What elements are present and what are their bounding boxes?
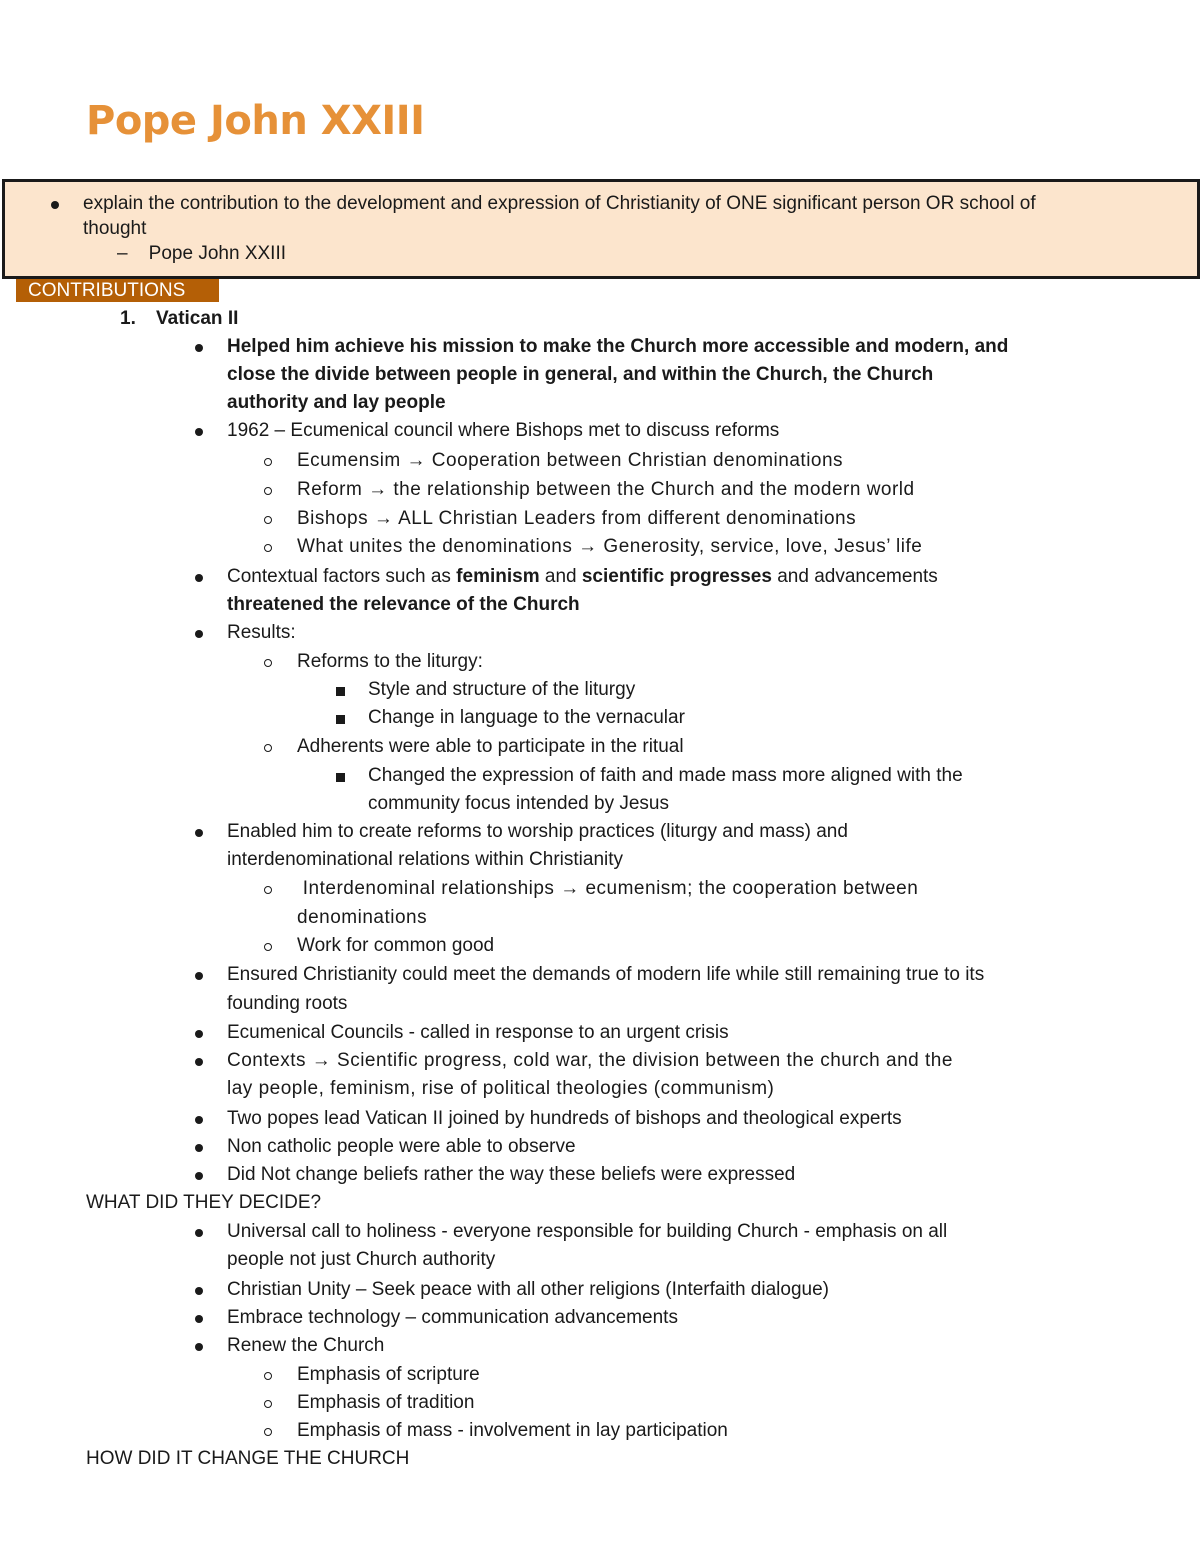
outcome-subtext: – Pope John XXIII <box>117 243 286 264</box>
enabled-line2: interdenominational relations within Christianity <box>227 849 624 870</box>
context-text: Contextual factors such as <box>227 566 457 587</box>
council-item: Reform → the relationship between the Church and the modern world <box>297 479 915 500</box>
council-item: Ecumensim → Cooperation between Christian denominations <box>297 450 844 471</box>
council-1962: 1962 – Ecumenical council where Bishops met to discuss reforms <box>227 420 780 441</box>
bullet-icon <box>195 1287 203 1295</box>
renew-item: Emphasis of mass - involvement in lay participation <box>297 1420 728 1441</box>
technology-text: Embrace technology – communication advancements <box>227 1307 678 1328</box>
bullet-icon <box>195 1058 203 1066</box>
circle-bullet-icon <box>264 516 272 524</box>
outcome-text-line2: thought <box>83 218 147 239</box>
bullet-icon <box>195 344 203 352</box>
context-line2: threatened the relevance of the Church <box>227 594 580 615</box>
bullet-icon <box>195 1172 203 1180</box>
councils-text: Ecumenical Councils - called in response to an urgent crisis <box>227 1022 729 1043</box>
enabled-line1: Enabled him to create reforms to worship practices (liturgy and mass) and <box>227 821 848 842</box>
circle-bullet-icon <box>264 886 272 894</box>
bullet-icon <box>195 1116 203 1124</box>
renew-item: Emphasis of tradition <box>297 1392 475 1413</box>
holiness-line2: people not just Church authority <box>227 1249 496 1270</box>
council-item: Bishops → ALL Christian Leaders from different denominations <box>297 508 857 529</box>
bullet-icon <box>51 201 59 209</box>
bullet-icon <box>195 574 203 582</box>
renew-text: Renew the Church <box>227 1335 385 1356</box>
circle-bullet-icon <box>264 1372 272 1380</box>
ensured-line2: founding roots <box>227 993 348 1014</box>
context-text: and <box>539 566 582 587</box>
circle-bullet-icon <box>264 659 272 667</box>
two-popes-text: Two popes lead Vatican II joined by hundreds of bishops and theological experts <box>227 1108 902 1129</box>
square-bullet-icon <box>336 687 345 696</box>
circle-bullet-icon <box>264 544 272 552</box>
enabled-item: denominations <box>297 907 428 928</box>
holiness-line1: Universal call to holiness - everyone responsible for building Church - emphasis on all <box>227 1221 948 1242</box>
outcome-text-line1: explain the contribution to the development and expression of Christianity of ONE significant person OR school of <box>83 193 1036 214</box>
context-emphasis: feminism <box>456 566 540 587</box>
square-bullet-icon <box>336 773 345 782</box>
enabled-item: Interdenominal relationships → ecumenism; the cooperation between <box>297 878 919 899</box>
mission-line3: authority and lay people <box>227 392 446 413</box>
non-catholic-text: Non catholic people were able to observe <box>227 1136 576 1157</box>
contexts-line1: Contexts → Scientific progress, cold war, the division between the church and the <box>227 1050 953 1071</box>
circle-bullet-icon <box>264 458 272 466</box>
liturgy-label: Reforms to the liturgy: <box>297 651 483 672</box>
ensured-line1: Ensured Christianity could meet the demands of modern life while still remaining true to its <box>227 964 985 985</box>
enabled-item: Work for common good <box>297 935 495 956</box>
bullet-icon <box>195 972 203 980</box>
context-line1 <box>227 564 938 590</box>
bullet-icon <box>195 829 203 837</box>
change-heading: HOW DID IT CHANGE THE CHURCH <box>86 1448 410 1469</box>
did-not-text: Did Not change beliefs rather the way these beliefs were expressed <box>227 1164 796 1185</box>
bullet-icon <box>195 1229 203 1237</box>
contexts-line2: lay people, feminism, rise of political theologies (communism) <box>227 1078 775 1099</box>
vatican-heading: Vatican II <box>156 308 239 329</box>
circle-bullet-icon <box>264 943 272 951</box>
mission-line2: close the divide between people in general, and within the Church, the Church <box>227 364 934 385</box>
results-label: Results: <box>227 622 296 643</box>
bullet-icon <box>195 630 203 638</box>
context-text: and advancements <box>771 566 938 587</box>
page-title: Pope John XXIII <box>86 98 425 144</box>
unity-text: Christian Unity – Seek peace with all other religions (Interfaith dialogue) <box>227 1279 829 1300</box>
council-item: What unites the denominations → Generosity, service, love, Jesus’ life <box>297 536 923 557</box>
adherents-item: community focus intended by Jesus <box>368 793 669 814</box>
adherents-label: Adherents were able to participate in the ritual <box>297 736 684 757</box>
context-emphasis: scientific progresses <box>581 566 772 587</box>
bullet-icon <box>195 1315 203 1323</box>
mission-line1: Helped him achieve his mission to make the Church more accessible and modern, and <box>227 336 1009 357</box>
list-number: 1. <box>120 308 136 329</box>
renew-item: Emphasis of scripture <box>297 1364 480 1385</box>
bullet-icon <box>195 1144 203 1152</box>
liturgy-item: Change in language to the vernacular <box>368 707 685 728</box>
liturgy-item: Style and structure of the liturgy <box>368 679 636 700</box>
decide-heading: WHAT DID THEY DECIDE? <box>86 1192 322 1213</box>
circle-bullet-icon <box>264 1428 272 1436</box>
circle-bullet-icon <box>264 487 272 495</box>
circle-bullet-icon <box>264 744 272 752</box>
adherents-item: Changed the expression of faith and made mass more aligned with the <box>368 765 963 786</box>
square-bullet-icon <box>336 715 345 724</box>
circle-bullet-icon <box>264 1400 272 1408</box>
bullet-icon <box>195 1343 203 1351</box>
contributions-label: CONTRIBUTIONS <box>16 279 219 302</box>
bullet-icon <box>195 428 203 436</box>
bullet-icon <box>195 1030 203 1038</box>
